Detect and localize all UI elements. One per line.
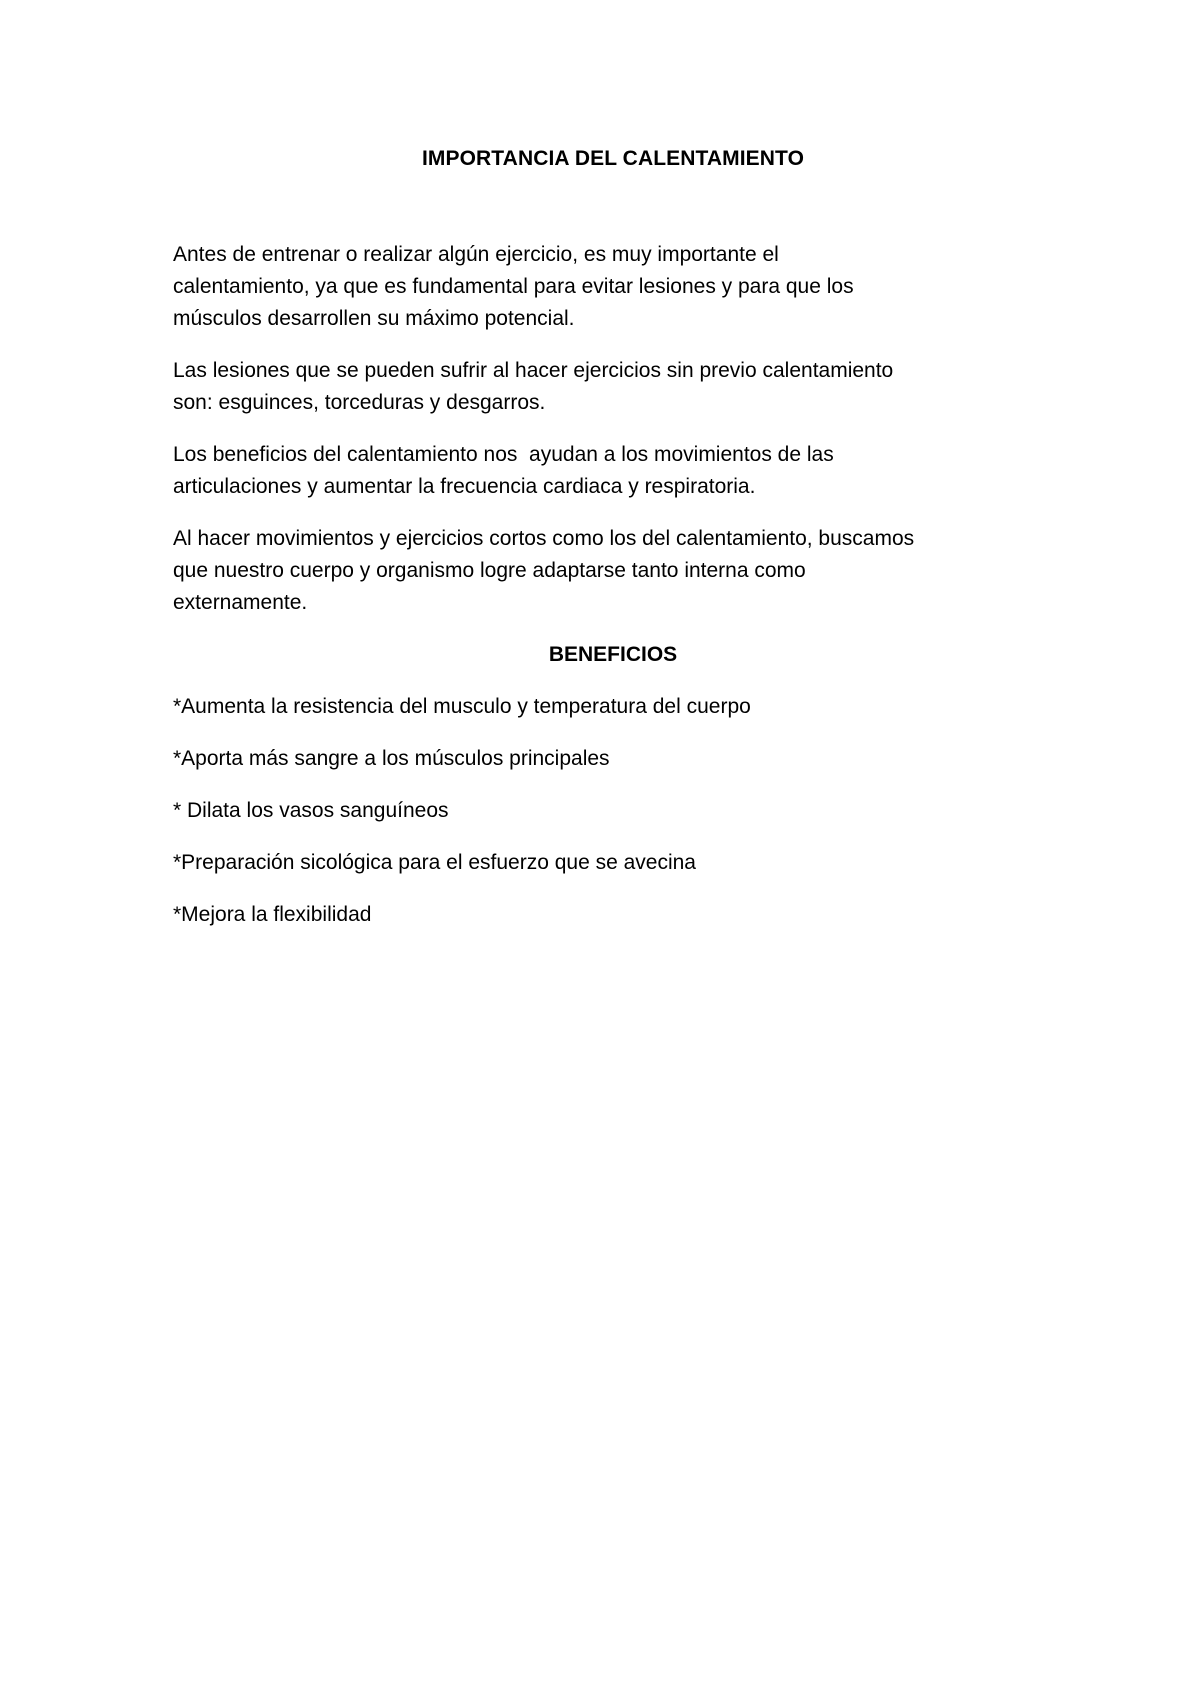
benefit-item: *Mejora la flexibilidad: [173, 903, 372, 926]
benefits-heading: BENEFICIOS: [548, 643, 678, 666]
document-title: IMPORTANCIA DEL CALENTAMIENTO: [421, 147, 805, 170]
paragraph-intro: Antes de entrenar o realizar algún ejercicio, es muy importante el calentamiento, ya que es fundamental para evitar lesiones y para que los músculos desarrollen su máximo potencial.: [173, 243, 854, 330]
benefit-item: *Aporta más sangre a los músculos principales: [173, 747, 610, 770]
paragraph-injuries: Las lesiones que se pueden sufrir al hacer ejercicios sin previo calentamiento son: esguinces, torceduras y desgarros.: [173, 359, 894, 414]
document-body: [173, 143, 1053, 951]
paragraph-adaptation: Al hacer movimientos y ejercicios cortos como los del calentamiento, buscamos que nuestro cuerpo y organismo logre adaptarse tanto interna como externamente.: [173, 527, 915, 614]
paragraph-benefits: Los beneficios del calentamiento nos ayudan a los movimientos de las articulaciones y aumentar la frecuencia cardiaca y respiratoria.: [173, 443, 834, 498]
benefit-item: *Preparación sicológica para el esfuerzo que se avecina: [173, 851, 696, 874]
benefit-item: *Aumenta la resistencia del musculo y temperatura del cuerpo: [173, 695, 751, 718]
benefit-item: * Dilata los vasos sanguíneos: [173, 799, 449, 822]
